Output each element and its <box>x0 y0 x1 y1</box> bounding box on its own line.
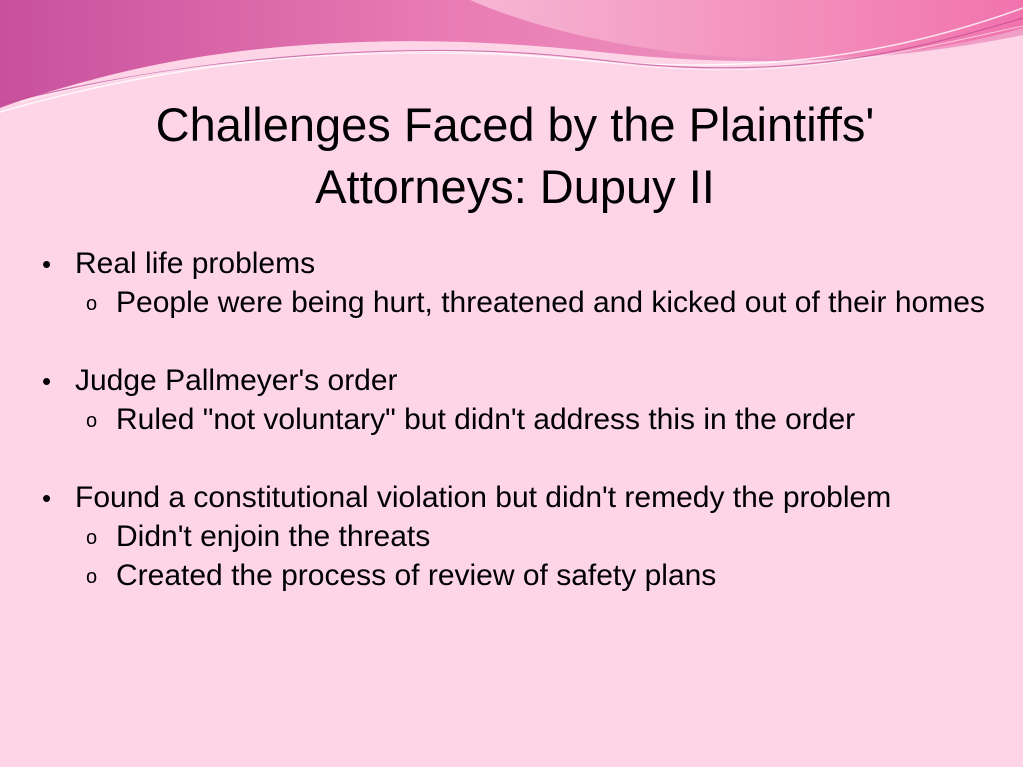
slide-title <box>20 94 1010 218</box>
bullet-marker: • <box>42 483 52 513</box>
spacer <box>0 439 1023 479</box>
spacer <box>0 322 1023 362</box>
bullet-list <box>0 245 1023 595</box>
sub-bullet-text: Didn't enjoin the threats <box>116 520 431 553</box>
sub-bullet-item-3-1 <box>0 517 1023 556</box>
sub-bullet-item-3-2 <box>0 556 1023 595</box>
bullet-marker: • <box>42 366 52 396</box>
bullet-item-1 <box>0 245 1023 283</box>
bullet-text: Real life problems <box>75 247 316 280</box>
sub-bullet-marker: o <box>86 293 98 315</box>
sub-bullet-text: People were being hurt, threatened and kicked out of their homes <box>116 286 985 319</box>
bullet-marker: • <box>42 249 52 279</box>
sub-bullet-marker: o <box>86 527 98 549</box>
bullet-item-2 <box>0 362 1023 400</box>
slide-title-line-2: Attorneys: Dupuy II <box>315 160 715 213</box>
sub-bullet-marker: o <box>86 566 98 588</box>
slide-title-line-1: Challenges Faced by the Plaintiffs' <box>155 98 875 151</box>
bullet-text: Judge Pallmeyer's order <box>75 364 398 397</box>
bullet-item-3 <box>0 479 1023 517</box>
sub-bullet-marker: o <box>86 410 98 432</box>
sub-bullet-item-1-1 <box>0 283 1023 322</box>
sub-bullet-item-2-1 <box>0 400 1023 439</box>
sub-bullet-text: Ruled "not voluntary" but didn't address this in the order <box>116 403 856 436</box>
bullet-text: Found a constitutional violation but didn't remedy the problem <box>75 481 892 514</box>
sub-bullet-text: Created the process of review of safety plans <box>116 559 717 592</box>
